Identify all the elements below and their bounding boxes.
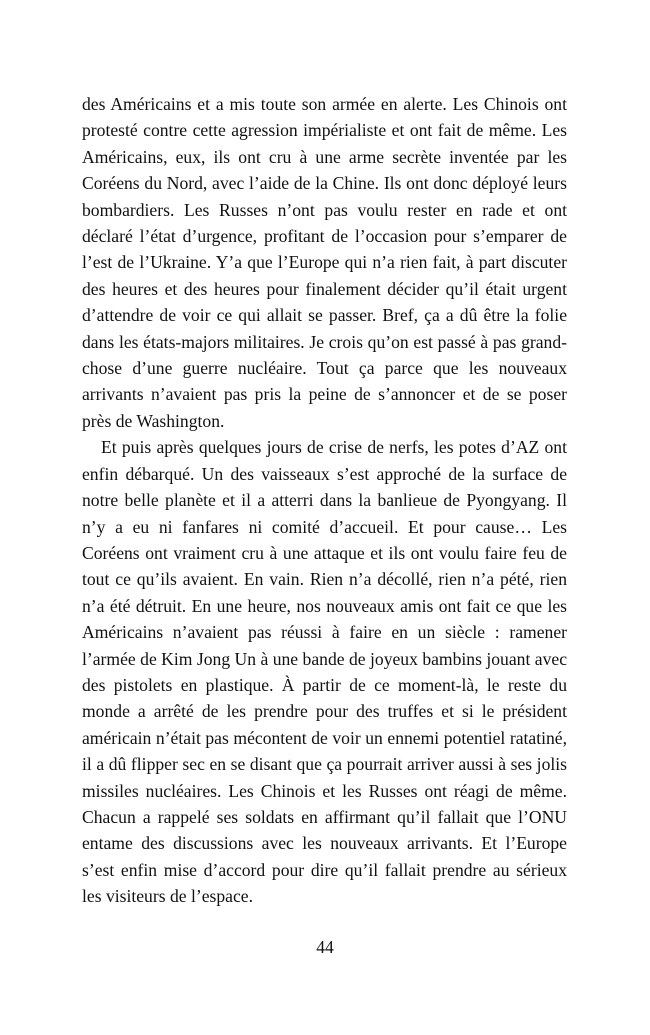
paragraph-1: des Américains et a mis toute son armée en alerte. Les Chinois ont protesté contre cette agression impérialiste et ont fait de même. Les Américains, eux, ils ont cru à une arme secrète inventée par les Coréens du Nord, avec l’aide de la Chine. Ils ont donc déployé leurs bombardiers. Les Russes n’ont pas voulu rester en rade et ont déclaré l’état d’urgence, profitant de l’occasion pour s’emparer de l’est de l’Ukraine. Y’a que l’Europe qui n’a rien fait, à part discuter des heures et des heures pour finalement décider qu’il était urgent d’attendre de voir ce qui allait se passer. Bref, ça a dû être la folie dans les états-majors militaires. Je crois qu’on est passé à pas grand-chose d’une guerre nucléaire. Tout ça parce que les nouveaux arrivants n’avaient pas pris la peine de s’annoncer et de se poser près de Washington. bbox=[82, 94, 567, 431]
page-number: 44 bbox=[316, 937, 334, 957]
body-text bbox=[82, 91, 567, 910]
paragraph-2: Et puis après quelques jours de crise de nerfs, les potes d’AZ ont enfin débarqué. Un des vaisseaux s’est approché de la surface de notre belle planète et il a atterri dans la banlieue de Pyongyang. Il n’y a eu ni fanfares ni comité d’accueil. Et pour cause… Les Coréens ont vraiment cru à une attaque et ils ont voulu faire feu de tout ce qu’ils avaient. En vain. Rien n’a décollé, rien n’a pété, rien n’a été détruit. En une heure, nos nouveaux amis ont fait ce que les Américains n’avaient pas réussi à faire en un siècle : ramener l’armée de Kim Jong Un à une bande de joyeux bambins jouant avec des pistolets en plastique. À partir de ce moment-là, le reste du monde a arrêté de les prendre pour des truffes et si le président américain n’était pas mécontent de voir un ennemi potentiel ratatiné, il a dû flipper sec en se disant que ça pourrait arriver aussi à ses jolis missiles nucléaires. Les Chinois et les Russes ont réagi de même. Chacun a rappelé ses soldats en affirmant qu’il fallait que l’ONU entame des discussions avec les nouveaux arrivants. Et l’Europe s’est enfin mise d’accord pour dire qu’il fallait prendre au sérieux les visiteurs de l’espace. bbox=[82, 437, 567, 907]
